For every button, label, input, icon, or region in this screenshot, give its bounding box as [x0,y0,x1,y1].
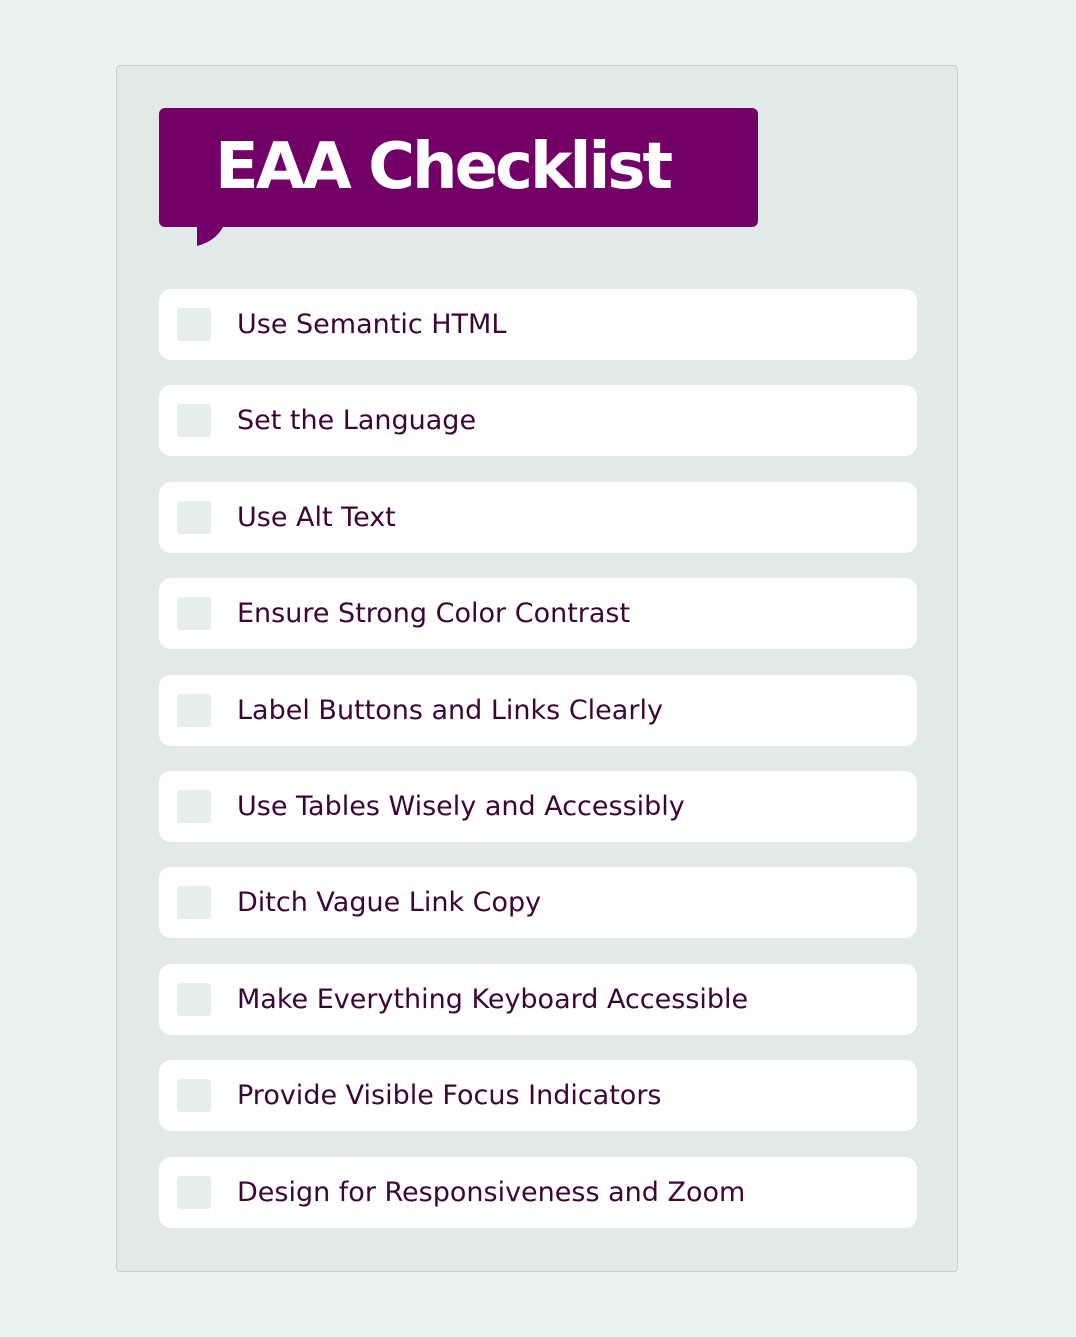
checkbox[interactable] [177,694,211,727]
title-speech-bubble [159,108,758,227]
checklist-item-label: Ditch Vague Link Copy [237,887,542,919]
checklist-item-label: Use Semantic HTML [237,309,507,340]
checkbox[interactable] [177,1176,211,1209]
checklist-items [159,289,917,1253]
checkbox[interactable] [177,886,211,919]
checkbox[interactable] [177,983,211,1016]
checklist-item[interactable] [159,482,917,553]
checklist-item[interactable] [159,964,917,1035]
checklist-item-label: Make Everything Keyboard Accessible [237,983,749,1015]
checklist-item-label: Use Tables Wisely and Accessibly [237,790,685,822]
checklist-item[interactable] [159,1060,917,1131]
checklist-item-label: Use Alt Text [237,501,396,533]
checklist-item[interactable] [159,289,917,360]
checklist-item[interactable] [159,675,917,746]
checklist-item-label: Label Buttons and Links Clearly [237,694,663,726]
checklist-item[interactable] [159,1157,917,1228]
checkbox[interactable] [177,501,211,534]
checklist-item[interactable] [159,771,917,842]
checklist-item[interactable] [159,867,917,938]
checkbox[interactable] [177,790,211,823]
page-title: EAA Checklist [215,130,671,204]
checklist-item[interactable] [159,385,917,456]
checklist-item[interactable] [159,578,917,649]
checklist-card [116,65,958,1272]
checklist-item-label: Set the Language [237,405,477,437]
checkbox[interactable] [177,1079,211,1112]
checklist-item-label: Ensure Strong Color Contrast [237,598,631,630]
checkbox[interactable] [177,404,211,437]
checkbox[interactable] [177,597,211,630]
speech-bubble-tail-icon [197,222,225,246]
checkbox[interactable] [177,308,211,341]
checklist-item-label: Provide Visible Focus Indicators [237,1080,662,1112]
checklist-item-label: Design for Responsiveness and Zoom [237,1176,746,1208]
